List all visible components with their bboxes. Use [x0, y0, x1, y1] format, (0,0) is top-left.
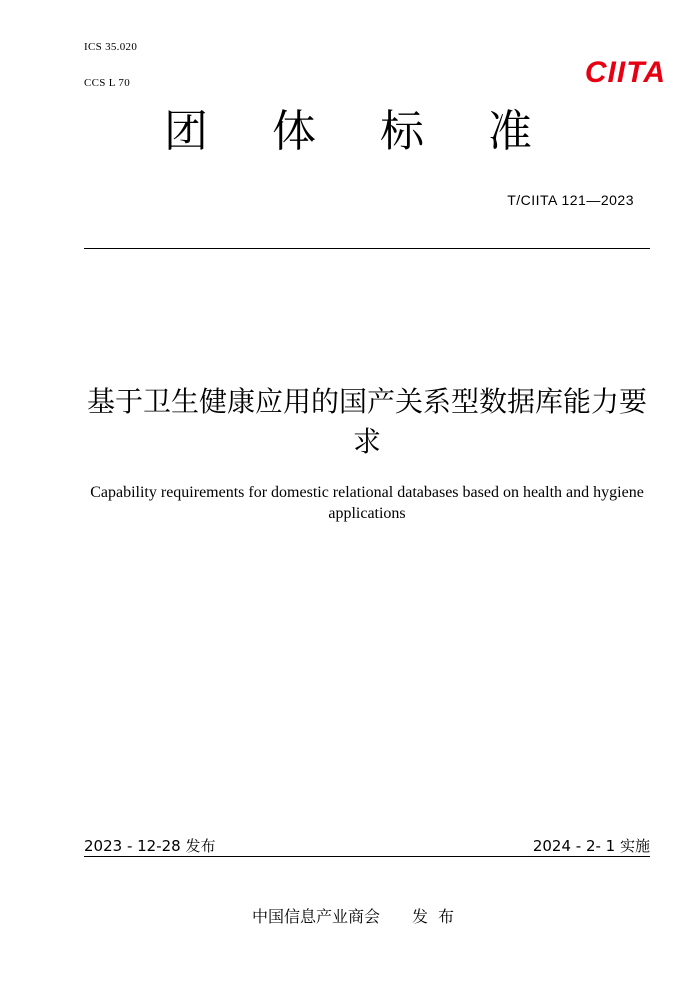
ciita-logo: CIITA — [584, 56, 666, 89]
standard-number: T/CIITA 121—2023 — [507, 192, 634, 208]
publisher-line — [0, 904, 700, 927]
implementation-date: 2024 - 2- 1 实施 — [532, 837, 650, 855]
publication-date: 2023 - 12-28 发布 — [84, 837, 216, 855]
title-english: Capability requirements for domestic relational databases based on health and hygiene applications — [90, 484, 644, 522]
top-divider — [84, 248, 650, 249]
ccs-code: CCS L 70 — [84, 77, 131, 89]
publisher-issue-label: 发布 — [412, 907, 465, 926]
bottom-divider — [84, 856, 650, 857]
title-chinese: 基于卫生健康应用的国产关系型数据库能力要求 — [86, 385, 647, 458]
publisher-organization: 中国信息产业商会 — [251, 907, 380, 926]
document-type-heading: 团体标准 — [164, 106, 596, 157]
ics-code: ICS 35.020 — [84, 41, 138, 53]
